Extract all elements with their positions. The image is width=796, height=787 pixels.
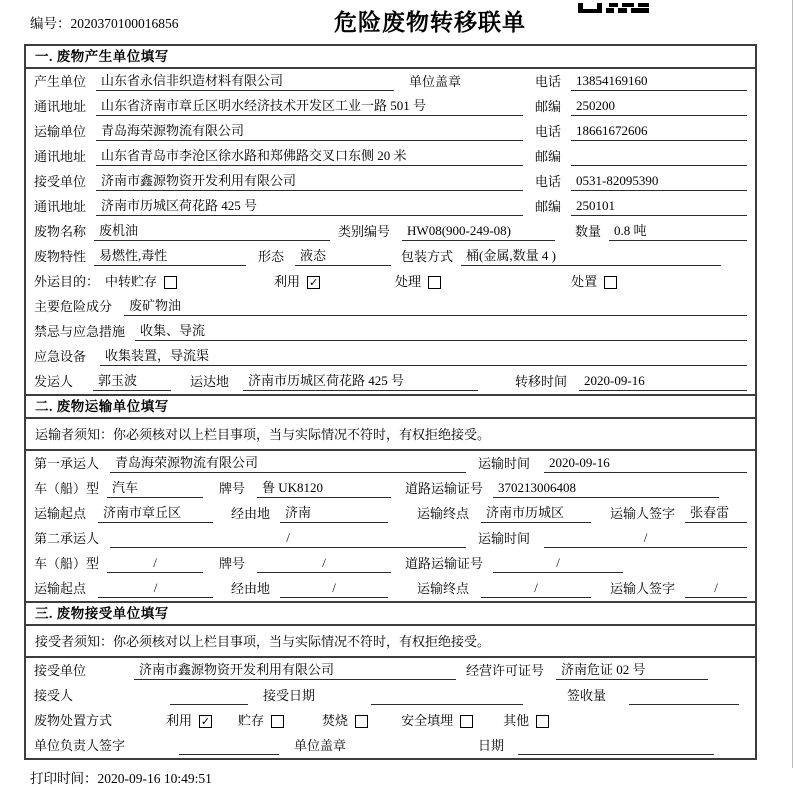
scan-edge-line [792,0,793,768]
carrier2-vehicle-value: / [107,554,203,573]
producer-zip-value: 250200 [571,97,747,116]
disposal-option-incinerate [322,712,368,730]
accept-date-label: 接受日期 [263,688,316,703]
row-receiver-address [26,194,755,219]
purpose-option-utilize-label: 利用 [274,274,301,289]
carrier2-plate-value: / [257,554,391,573]
unit-seal-label: 单位盖章 [294,738,347,753]
section-producer-title: 一. 废物产生单位填写 [26,46,755,69]
purpose-option-dispose-label: 处置 [571,274,598,289]
transfer-time-value: 2020-09-16 [579,372,747,391]
receiver-zip-value: 250101 [571,197,747,216]
carrier2-end-value: / [481,579,591,598]
packing-label: 包装方式 [401,249,454,264]
hazard-label: 主要危险成分 [34,299,113,314]
disposal-label: 废物处置方式 [34,713,113,728]
form-title: 危险废物转移联单 [334,10,526,35]
license-label: 经营许可证号 [466,663,545,678]
waste-name-label: 废物名称 [34,224,87,239]
transporter-phone-value: 18661672606 [571,122,747,141]
section-transport [26,394,755,601]
carrier1-via-label: 经由地 [231,506,271,521]
carrier2-origin-label: 运输起点 [34,581,87,596]
transporter-zip-value [571,147,747,166]
license-value: 济南危证 02 号 [556,661,708,680]
carrier2-via-value: / [280,579,388,598]
carrier1-time-value: 2020-09-16 [544,454,747,473]
receiver-addr-label: 通讯地址 [34,199,87,214]
row-receive-unit [26,658,755,683]
disposal-option-utilize-label: 利用 [166,713,193,728]
waste-category-value: HW08(900-249-08) [402,222,555,241]
waste-form-value: 液态 [295,247,391,266]
disposal-option-incinerate-label: 焚烧 [322,713,349,728]
section-producer [26,46,755,394]
producer-value: 山东省永信非织造材料有限公司 [96,72,394,91]
carrier1-permit-label: 道路运输证号 [405,481,484,496]
transporter-value: 青岛海荣源物流有限公司 [96,122,523,141]
head-sign-value [179,736,279,755]
carrier2-permit-label: 道路运输证号 [405,556,484,571]
producer-zip-label: 邮编 [535,99,562,114]
carrier1-end-value: 济南市历城区 [481,504,591,523]
waste-name-value: 废机油 [94,222,330,241]
transporter-phone-label: 电话 [535,124,562,139]
equipment-value: 收集装置，导流渠 [100,347,747,366]
document-number-value: 2020370100016856 [70,16,179,31]
receive-unit-label: 接受单位 [34,663,87,678]
disposal-option-landfill-label: 安全填埋 [401,713,454,728]
purpose-option-dispose [571,273,617,291]
row-shipper [26,369,755,394]
producer-label: 产生单位 [34,74,87,89]
receiver-addr-value: 济南市历城区荷花路 425 号 [96,197,523,216]
producer-seal-label: 单位盖章 [409,74,462,89]
carrier2-permit-value: / [493,554,623,573]
transporter-addr-label: 通讯地址 [34,149,87,164]
carrier1-sign-value: 张春雷 [685,504,747,523]
transfer-time-label: 转移时间 [515,374,568,389]
destination-label: 运达地 [190,374,230,389]
receiver-label: 接受单位 [34,174,87,189]
purpose-label: 外运目的： [34,274,100,289]
carrier1-plate-value: 鲁 UK8120 [257,479,391,498]
row-purpose [26,269,755,294]
row-receiver [26,169,755,194]
accept-date-value [371,686,523,705]
waste-character-label: 废物特性 [34,249,87,264]
sign-date-label: 日期 [478,738,505,753]
purpose-treat-checkbox [428,276,441,289]
waste-form-label: 形态 [258,249,285,264]
disposal-other-checkbox [536,715,549,728]
carrier2-vehicle-label: 车（船）型 [34,556,100,571]
waste-qty-value: 0.8 吨 [609,222,747,241]
producer-addr-value: 山东省济南市章丘区明水经济技术开发区工业一路 501 号 [96,97,523,116]
disposal-landfill-checkbox [460,715,473,728]
destination-value: 济南市历城区荷花路 425 号 [243,372,478,391]
purpose-dispose-checkbox [604,276,617,289]
row-head-sign [26,733,755,758]
disposal-option-storage [238,712,284,730]
acceptor-label: 接受人 [34,688,74,703]
row-carrier1-vehicle [26,476,755,501]
receive-notice: 接受者须知：你必须核对以上栏目事项，当与实际情况不符时，有权拒绝接受。 [26,626,755,658]
waste-category-label: 类别编号 [338,224,391,239]
receiver-zip-label: 邮编 [535,199,562,214]
producer-phone-label: 电话 [535,74,562,89]
transport-notice: 运输者须知：你必须核对以上栏目事项，当与实际情况不符时，有权拒绝接受。 [26,419,755,451]
carrier1-time-label: 运输时间 [478,456,531,471]
carrier2-via-label: 经由地 [231,581,271,596]
row-carrier2 [26,526,755,551]
purpose-option-transfer-storage [105,273,177,291]
shipper-label: 发运人 [34,374,74,389]
row-waste-character [26,244,755,269]
document-number-label: 编号： [30,16,71,31]
carrier2-end-label: 运输终点 [417,581,470,596]
carrier2-sign-value: / [685,579,747,598]
row-acceptor [26,683,755,708]
receive-unit-value: 济南市鑫源物资开发利用有限公司 [134,661,456,680]
purpose-option-treat-label: 处理 [395,274,422,289]
carrier1-via-value: 济南 [280,504,388,523]
carrier1-vehicle-value: 汽车 [107,479,203,498]
print-time-value: 2020-09-16 10:49:51 [97,771,212,786]
print-time [30,767,796,787]
row-equipment [26,344,755,369]
waste-qty-label: 数量 [575,224,602,239]
receiver-value: 济南市鑫源物资开发利用有限公司 [96,172,523,191]
purpose-utilize-checkbox: ✓ [308,275,319,289]
row-carrier2-vehicle [26,551,755,576]
carrier1-origin-value: 济南市章丘区 [98,504,213,523]
document-header [0,0,796,44]
carrier1-origin-label: 运输起点 [34,506,87,521]
row-carrier1-route [26,501,755,526]
section-receive-title: 三. 废物接受单位填写 [26,603,755,626]
transporter-addr-value: 山东省青岛市李沧区徐水路和郑佛路交叉口东侧 20 米 [96,147,523,166]
carrier1-vehicle-label: 车（船）型 [34,481,100,496]
purpose-option-treat [395,273,441,291]
shipper-value: 郭玉波 [93,372,171,391]
emergency-value: 收集、导流 [135,322,747,341]
acceptor-value [170,686,248,705]
carrier1-name: 青岛海荣源物流有限公司 [110,454,466,473]
receiver-phone-label: 电话 [535,174,562,189]
disposal-option-storage-label: 贮存 [238,713,265,728]
disposal-option-utilize [166,712,212,730]
producer-phone-value: 13854169160 [571,72,747,91]
transporter-label: 运输单位 [34,124,87,139]
sign-date-value [518,736,714,755]
disposal-option-landfill [401,712,473,730]
carrier1-end-label: 运输终点 [417,506,470,521]
carrier2-time-label: 运输时间 [478,531,531,546]
waste-character-value: 易燃性,毒性 [94,247,246,266]
section-transport-title: 二. 废物运输单位填写 [26,396,755,419]
hazard-value: 废矿物油 [124,297,747,316]
row-transporter [26,119,755,144]
row-carrier1 [26,451,755,476]
row-transporter-address [26,144,755,169]
packing-value: 桶(金属,数量 4 ) [461,247,721,266]
row-hazard [26,294,755,319]
producer-addr-label: 通讯地址 [34,99,87,114]
document-number [30,12,179,32]
row-carrier2-route [26,576,755,601]
row-waste-name [26,219,755,244]
received-qty-value [629,686,739,705]
carrier2-name: / [110,529,466,548]
equipment-label: 应急设备 [34,349,87,364]
emergency-label: 禁忌与应急措施 [34,324,126,339]
disposal-option-other [503,712,549,730]
carrier2-label: 第二承运人 [34,531,100,546]
qr-code-fragment [575,0,655,10]
row-producer [26,69,755,94]
received-qty-label: 签收量 [567,688,607,703]
disposal-option-other-label: 其他 [503,713,530,728]
receiver-phone-value: 0531-82095390 [571,172,747,191]
purpose-option-transfer-storage-label: 中转贮存 [105,274,158,289]
row-disposal [26,708,755,733]
row-producer-address [26,94,755,119]
disposal-incinerate-checkbox [355,715,368,728]
print-time-label: 打印时间： [30,771,98,786]
head-sign-label: 单位负责人签字 [34,738,126,753]
carrier2-plate-label: 牌号 [219,556,246,571]
carrier1-sign-label: 运输人签字 [610,506,676,521]
carrier2-origin-value: / [98,579,213,598]
carrier2-sign-label: 运输人签字 [610,581,676,596]
row-emergency [26,319,755,344]
manifest-form [24,44,757,760]
disposal-storage-checkbox [271,715,284,728]
purpose-transfer-storage-checkbox [164,276,177,289]
carrier1-plate-label: 牌号 [219,481,246,496]
carrier1-label: 第一承运人 [34,456,100,471]
transporter-zip-label: 邮编 [535,149,562,164]
purpose-option-utilize [274,273,320,291]
disposal-utilize-checkbox: ✓ [200,714,211,728]
carrier1-permit-value: 370213006408 [493,479,719,498]
section-receive [26,601,755,758]
carrier2-time-value: / [544,529,747,548]
